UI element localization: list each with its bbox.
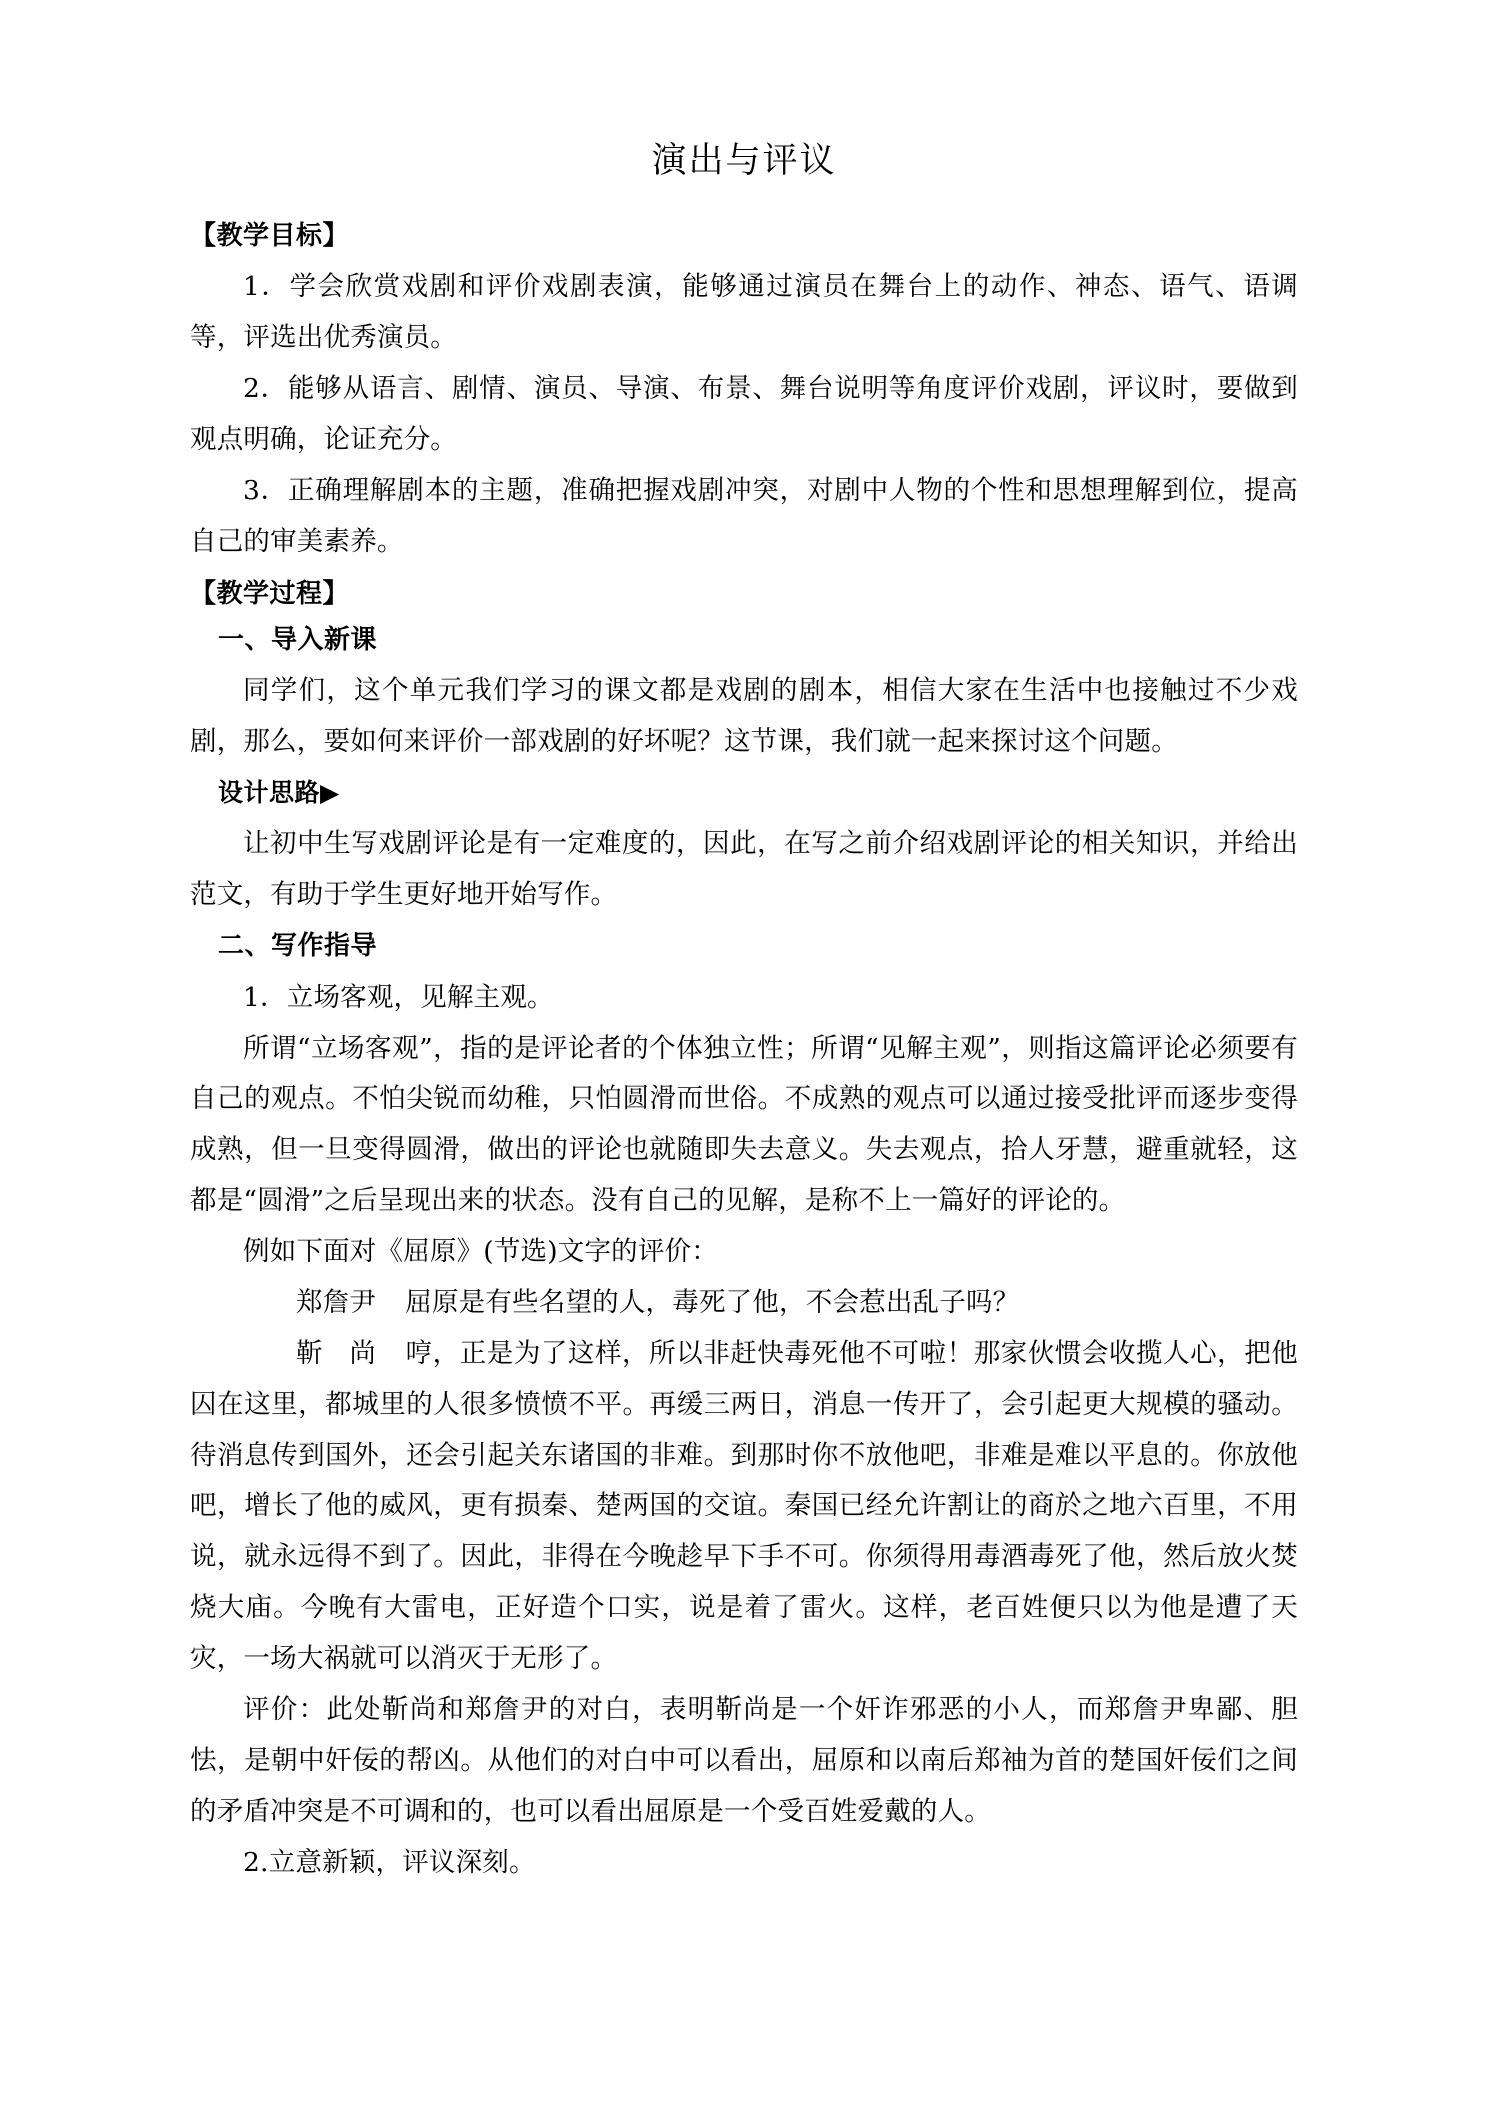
dialogue-speaker-jin-shang: 靳 尚: [296, 1337, 377, 1369]
evaluation-paragraph: 评价：此处靳尚和郑詹尹的对白，表明靳尚是一个奸诈邪恶的小人，而郑詹尹卑鄙、胆怯，是朝中奸佞的帮凶。从他们的对白中可以看出，屈原和以南后郑袖为首的楚国奸佞们之间的矛盾冲突是不可调和的，也可以看出屈原是一个受百姓爱戴的人。: [190, 1693, 1298, 1827]
writing-point-1-explanation: 所谓“立场客观”，指的是评论者的个体独立性；所谓“见解主观”，则指这篇评论必须要有自己的观点。不怕尖锐而幼稚，只怕圆滑而世俗。不成熟的观点可以通过接受批评而逐步变得成熟，但一旦变得圆滑，做出的评论也就随即失去意义。失去观点，拾人牙慧，避重就轻，这都是“圆滑”之后呈现出来的状态。没有自己的见解，是称不上一篇好的评论的。: [190, 1032, 1298, 1217]
teaching-objectives-heading: 【教学目标】: [190, 221, 350, 251]
dialogue-line-zheng-zhanyin: [190, 1278, 1298, 1329]
objective-item-1: 1．学会欣赏戏剧和评价戏剧表演，能够通过演员在舞台上的动作、神态、语气、语调等，评选出优秀演员。: [190, 271, 1298, 354]
writing-point-2: 2.立意新颖，评议深刻。: [243, 1846, 536, 1878]
dialogue-text-jin-shang: 哼，正是为了这样，所以非赶快毒死他不可啦！那家伙惯会收揽人心，把他囚在这里，都城里的人很多愤愤不平。再缓三两日，消息一传开了，会引起更大规模的骚动。待消息传到国外，还会引起关东诸国的非难。到那时你不放他吧，非难是难以平息的。你放他吧，增长了他的威风，更有损秦、楚两国的交谊。秦国已经允许割让的商於之地六百里，不用说，就永远得不到了。因此，非得在今晚趁早下手不可。你须得用毒酒毒死了他，然后放火焚烧大庙。今晚有大雷电，正好造个口实，说是着了雷火。这样，老百姓便只以为他是遭了天灾，一场大祸就可以消灭于无形了。: [190, 1337, 1298, 1675]
objective-item-3: 3．正确理解剧本的主题，准确把握戏剧冲突，对剧中人物的个性和思想理解到位，提高自己的审美素养。: [190, 474, 1298, 557]
dialogue-speaker-zheng-zhanyin: 郑詹尹: [296, 1286, 377, 1318]
design-idea-paragraph: 让初中生写戏剧评论是有一定难度的，因此，在写之前介绍戏剧评论的相关知识，并给出范文，有助于学生更好地开始写作。: [190, 827, 1298, 910]
writing-point-1: 1．立场客观，见解主观。: [243, 981, 554, 1013]
example-lead-in: 例如下面对《屈原》(节选)文字的评价：: [243, 1236, 718, 1268]
section-heading-one: 一、导入新课: [218, 624, 378, 655]
page-title-text: 演出与评议: [651, 141, 837, 181]
section-heading-two: 二、写作指导: [218, 931, 378, 962]
dialogue-text-zheng-zhanyin: 屈原是有些名望的人，毒死了他，不会惹出乱子吗？: [405, 1286, 1020, 1318]
design-idea-heading: 设计思路▶: [218, 777, 340, 807]
intro-paragraph: 同学们，这个单元我们学习的课文都是戏剧的剧本，相信大家在生活中也接触过不少戏剧，那么，要如何来评价一部戏剧的好坏呢？这节课，我们就一起来探讨这个问题。: [190, 675, 1298, 758]
teaching-process-heading: 【教学过程】: [190, 578, 350, 609]
dialogue-line-jin-shang: [190, 1329, 1298, 1685]
page-title: [190, 112, 1298, 182]
objective-item-2: 2．能够从语言、剧情、演员、导演、布景、舞台说明等角度评价戏剧，评议时，要做到观点明确，论证充分。: [190, 373, 1298, 455]
